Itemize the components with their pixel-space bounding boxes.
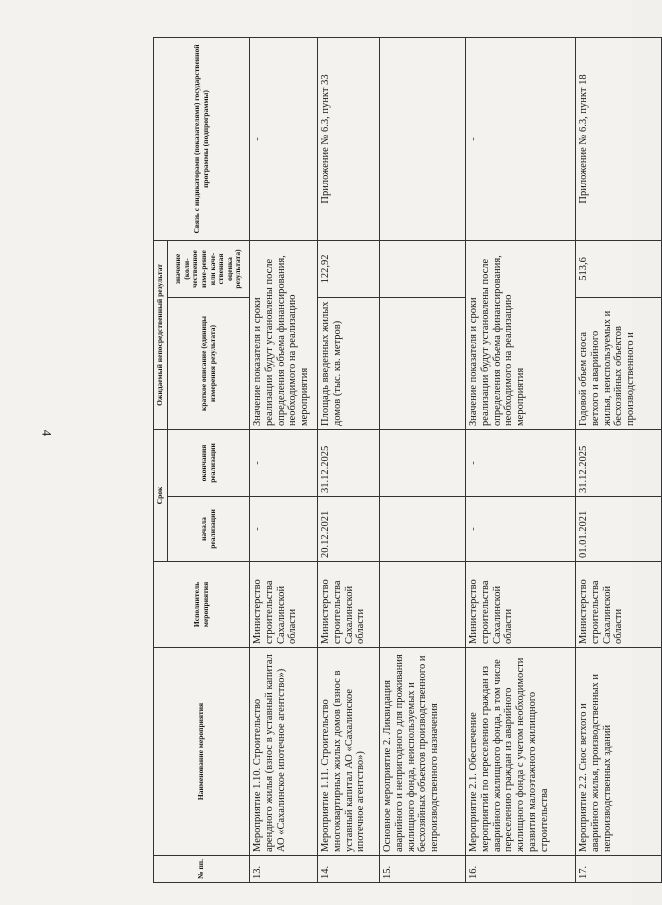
row-link: - xyxy=(466,37,576,240)
row-name: Мероприятие 2.2. Снос ветхого и аварийного жилья, производственных и непроизводственных зданий xyxy=(576,648,662,856)
row-name: Мероприятие 1.11. Строительство многоквартирных жилых домов (взнос в уставный капитал АО «Сахалинское ипотечное агентство») xyxy=(318,648,380,856)
row-end: 31.12.2025 xyxy=(576,429,662,496)
header-link: Связь с индикаторами (показателями) государственной программы (подпрограммы) xyxy=(154,37,250,240)
row-start xyxy=(380,497,466,562)
row-end: 31.12.2025 xyxy=(318,429,380,496)
header-result: Ожидаемый непосредственный результат xyxy=(154,240,168,429)
row-value: 513,6 xyxy=(576,240,662,297)
header-num: № пп. xyxy=(154,856,250,883)
row-desc: Значение показателя и сроки реализации будут установлены после определения объема финансирования, необходимого на реализацию мероприятия xyxy=(466,240,576,429)
header-executor: Исполнитель мероприятия xyxy=(154,562,250,648)
row-name: Мероприятие 1.10. Строительство арендного жилья (взнос в уставный капитал АО «Сахалинское ипотечное агентство») xyxy=(250,648,318,856)
row-start: 20.12.2021 xyxy=(318,497,380,562)
row-end xyxy=(380,429,466,496)
row-num: 13. xyxy=(250,856,318,883)
rotated-table-container xyxy=(153,38,636,883)
row-start: - xyxy=(250,497,318,562)
table-row xyxy=(380,37,466,882)
row-value xyxy=(380,240,466,297)
header-term: Срок xyxy=(154,429,168,561)
row-name: Основное мероприятие 2. Ликвидация аварийного и непригодного для проживания жилищного фонда, неиспользуемых и бесхозяйных объектов производственного и непроизводственного назначения xyxy=(380,648,466,856)
row-desc: Площадь введенных жилых домов (тыс. кв. метров) xyxy=(318,297,380,429)
header-name: Наименование мероприятия xyxy=(154,648,250,856)
header-desc: краткое описание (единицы измерения результата) xyxy=(168,297,250,429)
row-desc xyxy=(380,297,466,429)
row-name: Мероприятие 2.1. Обеспечение мероприятий по переселению граждан из аварийного жилищного фонда, в том числе переселению граждан из аварийного жилищного фонда с учетом необходимости развития малоэтажного жилищного строительства xyxy=(466,648,576,856)
page-number: 4 xyxy=(39,429,54,437)
row-executor: Министерство строительства Сахалинской области xyxy=(576,562,662,648)
row-num: 15. xyxy=(380,856,466,883)
measures-table xyxy=(153,37,662,883)
table-row xyxy=(576,37,662,882)
row-link: Приложение № 6.3, пункт 33 xyxy=(318,37,380,240)
row-link: Приложение № 6.3, пункт 18 xyxy=(576,37,662,240)
row-executor: Министерство строительства Сахалинской области xyxy=(466,562,576,648)
row-executor xyxy=(380,562,466,648)
table-row xyxy=(250,37,318,882)
row-num: 14. xyxy=(318,856,380,883)
row-value: 122,92 xyxy=(318,240,380,297)
header-end: окончания реализации xyxy=(168,429,250,496)
header-start: начала реализации xyxy=(168,497,250,562)
row-link xyxy=(380,37,466,240)
row-num: 17. xyxy=(576,856,662,883)
row-start: - xyxy=(466,497,576,562)
row-num: 16. xyxy=(466,856,576,883)
table-row xyxy=(318,37,380,882)
row-executor: Министерство строительства Сахалинской области xyxy=(318,562,380,648)
row-link: - xyxy=(250,37,318,240)
header-value: значение (коли-чественное изме-рение или каче-ственная оценка результата) xyxy=(168,240,250,297)
row-end: - xyxy=(250,429,318,496)
row-end: - xyxy=(466,429,576,496)
row-executor: Министерство строительства Сахалинской области xyxy=(250,562,318,648)
table-row xyxy=(466,37,576,882)
row-start: 01.01.2021 xyxy=(576,497,662,562)
row-desc: Годовой объем сноса ветхого и аварийного жилья, неиспользуемых и бесхозяйных объектов производственного и xyxy=(576,297,662,429)
row-desc: Значение показателя и сроки реализации будут установлены после определения объема финансирования, необходимого на реализацию мероприятия xyxy=(250,240,318,429)
